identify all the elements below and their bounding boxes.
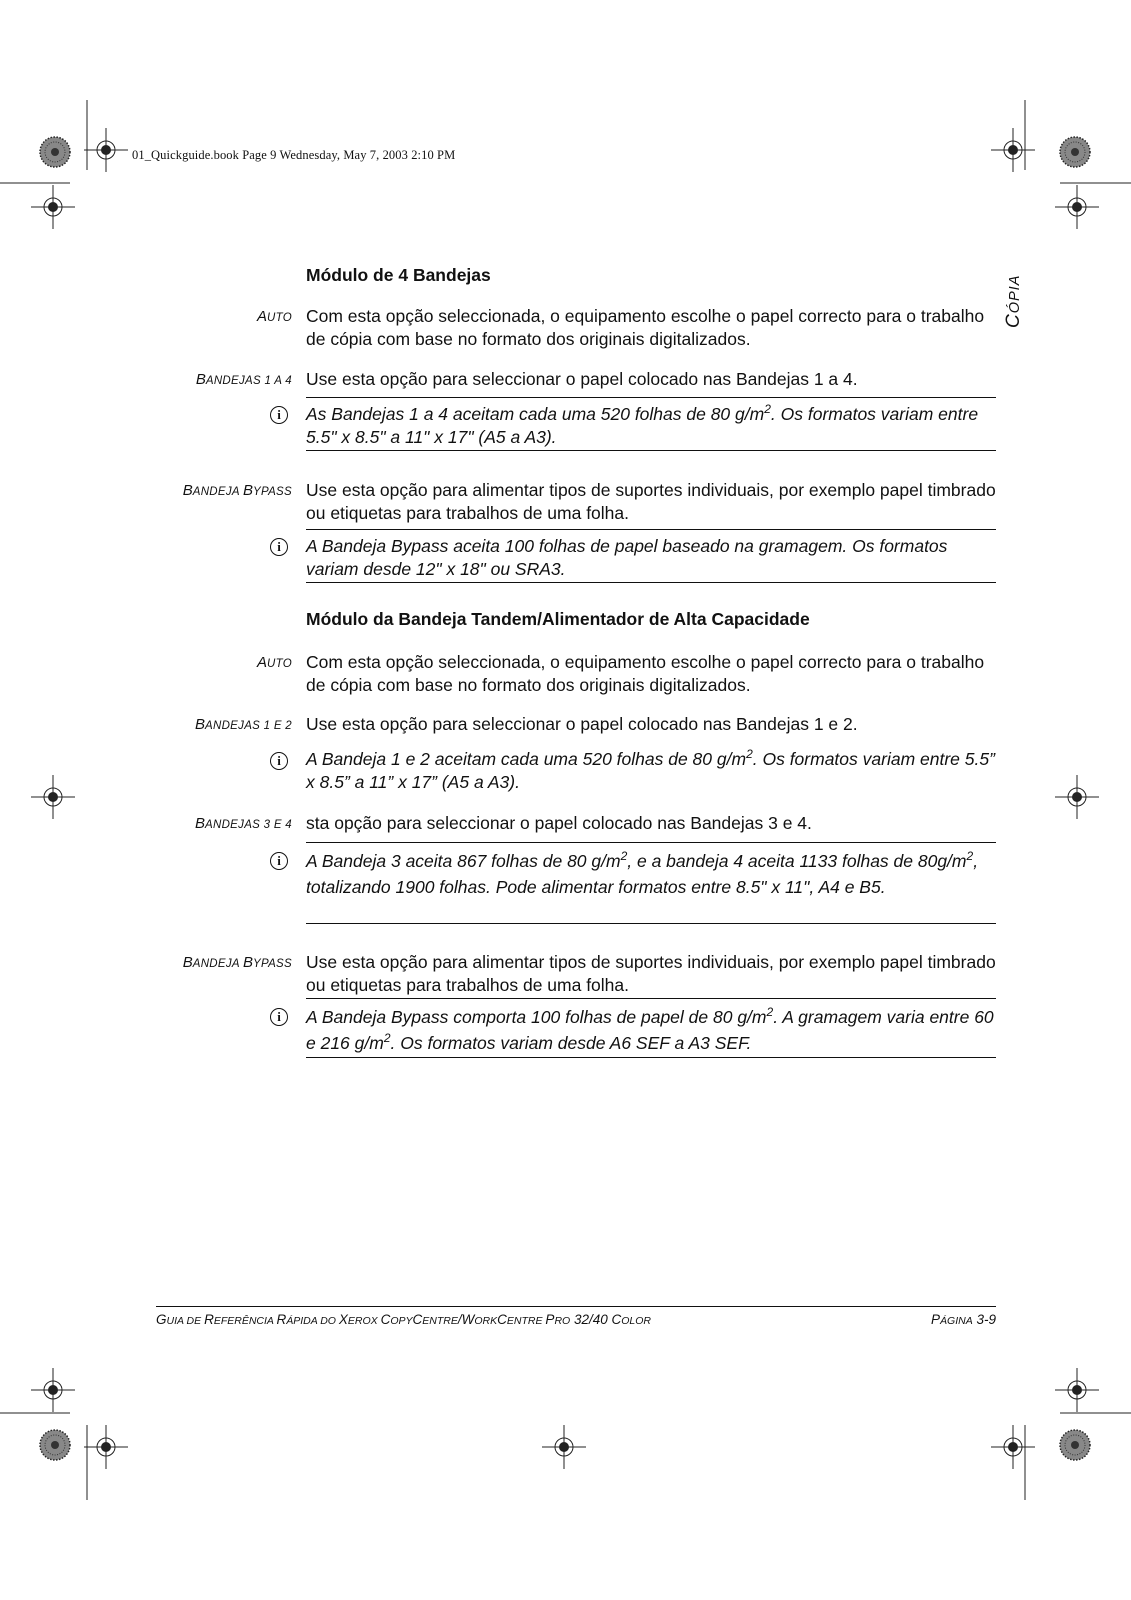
note-trays-1-2: A Bandeja 1 e 2 aceitam cada uma 520 folhas de 80 $g/m^2$. Os formatos variam entre 5.5” x 8.5” a 11” x 17” (A5 a A3).: [306, 747, 995, 792]
chapter-tab-initial: C: [1003, 313, 1024, 328]
option-label-auto-2: AUTO: [257, 654, 292, 671]
note-trays-1-4: As Bandejas 1 a 4 aceitam cada uma 520 folhas de 80 $g/m^2$. Os formatos variam entre 5.5" x 8.5" a 11" x 17" (A5 a A3).: [306, 397, 996, 451]
note-bypass: A Bandeja Bypass aceita 100 folhas de papel baseado na gramagem. Os formatos variam desde 12" x 18" ou SRA3.: [306, 529, 996, 583]
option-label-trays-3-4: BANDEJAS 3 E 4: [194, 815, 292, 832]
option-text-trays-1-4: Use esta opção para seleccionar o papel colocado nas Bandejas 1 a 4.: [306, 369, 858, 389]
info-icon: i: [270, 752, 288, 770]
option-text-bypass-2: Use esta opção para alimentar tipos de suportes individuais, por exemplo papel timbrado ou etiquetas para trabalhos de uma folha.: [306, 952, 996, 995]
info-icon: i: [270, 852, 288, 870]
option-label-trays-1-4: BANDEJAS 1 A 4: [195, 371, 292, 388]
info-icon: i: [270, 406, 288, 424]
info-icon: i: [270, 1008, 288, 1026]
note-bypass-2: A Bandeja Bypass comporta 100 folhas de papel de 80 $g/m^2$. A gramagem varia entre 60 e 216 $g/m^2$. Os formatos variam desde A6 SEF a A3 SEF.: [306, 998, 996, 1058]
color-bar-mark: [40, 137, 70, 167]
option-text-auto: Com esta opção seleccionada, o equipamento escolhe o papel correcto para o trabalho de cópia com base no formato dos originais digitalizados.: [306, 306, 985, 349]
section-title-4-trays: Módulo de 4 Bandejas: [306, 265, 491, 285]
footer-guide-title: GUIA DE REFERÊNCIA RÁPIDA DO XEROX COPYCENTRE/WORKCENTRE PRO 32/40 COLOR: [156, 1312, 651, 1327]
section-title-tandem: Módulo da Bandeja Tandem/Alimentador de Alta Capacidade: [306, 609, 810, 629]
chapter-tab-rest: ÓPIA: [1007, 274, 1023, 314]
option-text-trays-1-2: Use esta opção para seleccionar o papel colocado nas Bandejas 1 e 2.: [306, 714, 858, 734]
print-slug: 01_Quickguide.book Page 9 Wednesday, May 7, 2003 2:10 PM: [132, 148, 456, 162]
info-icon: i: [270, 538, 288, 556]
option-label-trays-1-2: BANDEJAS 1 E 2: [194, 716, 292, 733]
option-label-auto: AUTO: [257, 308, 292, 325]
chapter-tab: [1003, 275, 1025, 328]
option-label-bypass: BANDEJA BYPASS: [182, 482, 292, 499]
footer-rule: [156, 1306, 996, 1307]
option-text-bypass: Use esta opção para alimentar tipos de suportes individuais, por exemplo papel timbrado ou etiquetas para trabalhos de uma folha.: [306, 480, 996, 523]
option-label-bypass-2: BANDEJA BYPASS: [182, 954, 292, 971]
option-text-auto-2: Com esta opção seleccionada, o equipamento escolhe o papel correcto para o trabalho de cópia com base no formato dos originais digitalizados.: [306, 652, 985, 695]
footer-page-number: PÁGINA 3-9: [931, 1312, 996, 1327]
note-trays-3-4: A Bandeja 3 aceita 867 folhas de 80 $g/m^2$, e a bandeja 4 aceita 1133 folhas de $80g/m^2$, totalizando 1900 folhas. Pode alimentar formatos entre 8.5" x 11", A4 e B5.: [306, 842, 996, 924]
option-text-trays-3-4: sta opção para seleccionar o papel colocado nas Bandejas 3 e 4.: [306, 813, 812, 833]
